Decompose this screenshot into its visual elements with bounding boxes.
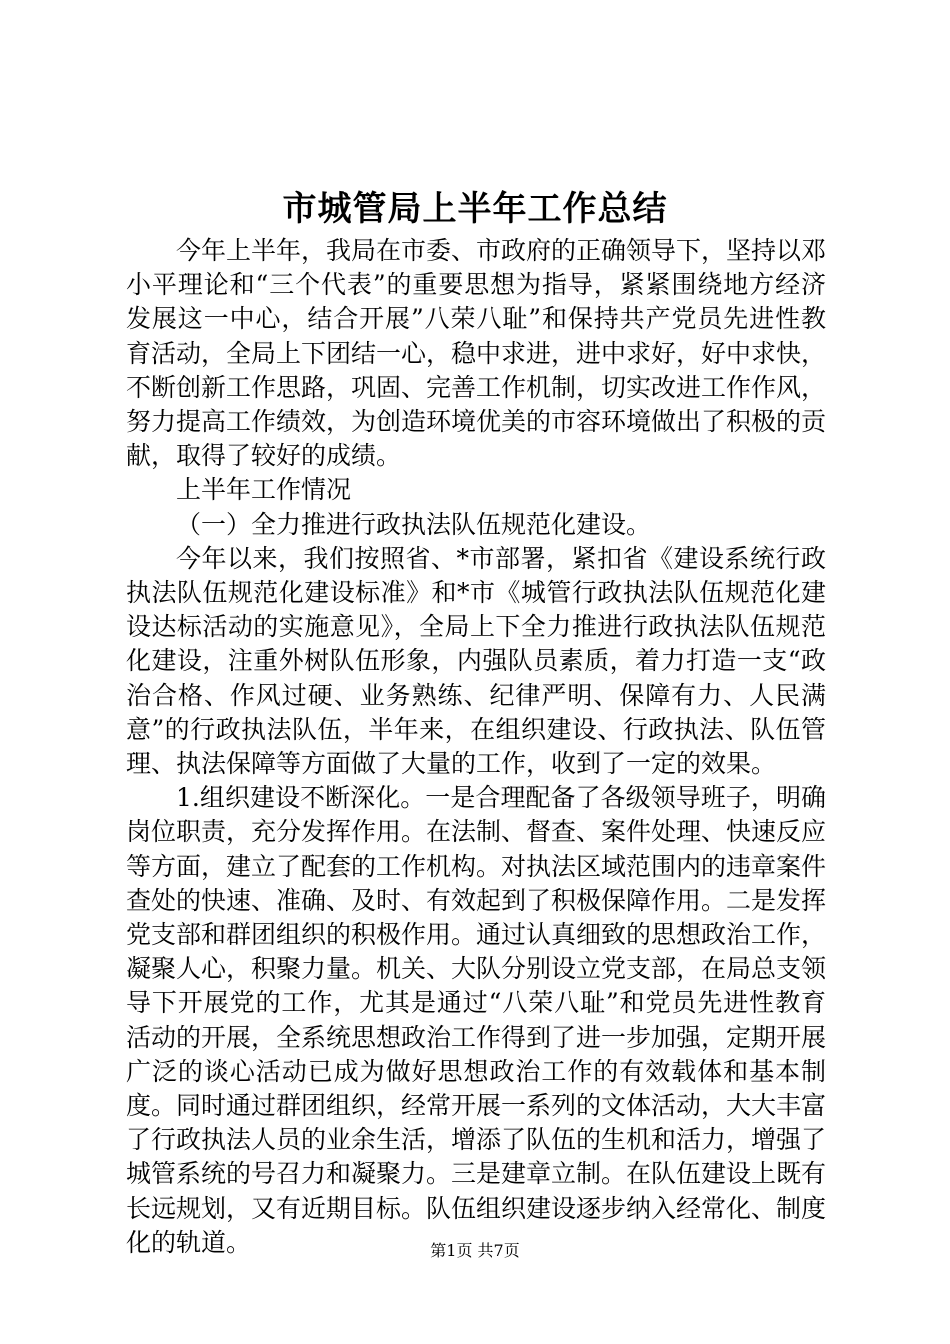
paragraph-organization: 1.组织建设不断深化。一是合理配备了各级领导班子，明确岗位职责，充分发挥作用。在法制、督查、案件处理、快速反应等方面，建立了配套的工作机构。对执法区域范围内的违章案件查处的快速、准确、及时、有效起到了积极保障作用。二是发挥党支部和群团组织的积极作用。通过认真细致的思想政治工作，凝聚人心，积聚力量。机关、大队分别设立党支部，在局总支领导下开展党的工作，尤其是通过“八荣八耻”和党员先进性教育活动的开展，全系统思想政治工作得到了进一步加强，定期开展广泛的谈心活动已成为做好思想政治工作的有效载体和基本制度。同时通过群团组织，经常开展一系列的文体活动，大大丰富了行政执法人员的业余生活，增添了队伍的生机和活力，增强了城管系统的号召力和凝聚力。三是建章立制。在队伍建设上既有长远规划，又有近期目标。队伍组织建设逐步纳入经常化、制度化的轨道。: [126, 783, 827, 1257]
paragraph-standardization: 今年以来，我们按照省、*市部署，紧扣省《建设系统行政执法队伍规范化建设标准》和*市《城管行政执法队伍规范化建设达标活动的实施意见》，全局上下全力推进行政执法队伍规范化建设，注重外树队伍形象，内强队员素质，着力打造一支“政治合格、作风过硬、业务熟练、纪律严明、保障有力、人民满意”的行政执法队伍，半年来，在组织建设、行政执法、队伍管理、执法保障等方面做了大量的工作，收到了一定的效果。: [126, 543, 826, 779]
document-title: 市城管局上半年工作总结: [282, 189, 668, 229]
subsection-heading: （一）全力推进行政执法队伍规范化建设。: [176, 509, 652, 539]
page-footer: 第1页 共7页: [430, 1241, 520, 1260]
paragraph-intro: 今年上半年，我局在市委、市政府的正确领导下，坚持以邓小平理论和“三个代表”的重要思想为指导，紧紧围绕地方经济发展这一中心，结合开展”八荣八耻”和保持共产党员先进性教育活动，全局上下团结一心，稳中求进，进中求好，好中求快，不断创新工作思路，巩固、完善工作机制，切实改进工作作风，努力提高工作绩效，为创造环境优美的市容环境做出了积极的贡献，取得了较好的成绩。: [126, 236, 827, 471]
section-heading: 上半年工作情况: [176, 475, 352, 505]
document-body: [126, 234, 826, 1260]
